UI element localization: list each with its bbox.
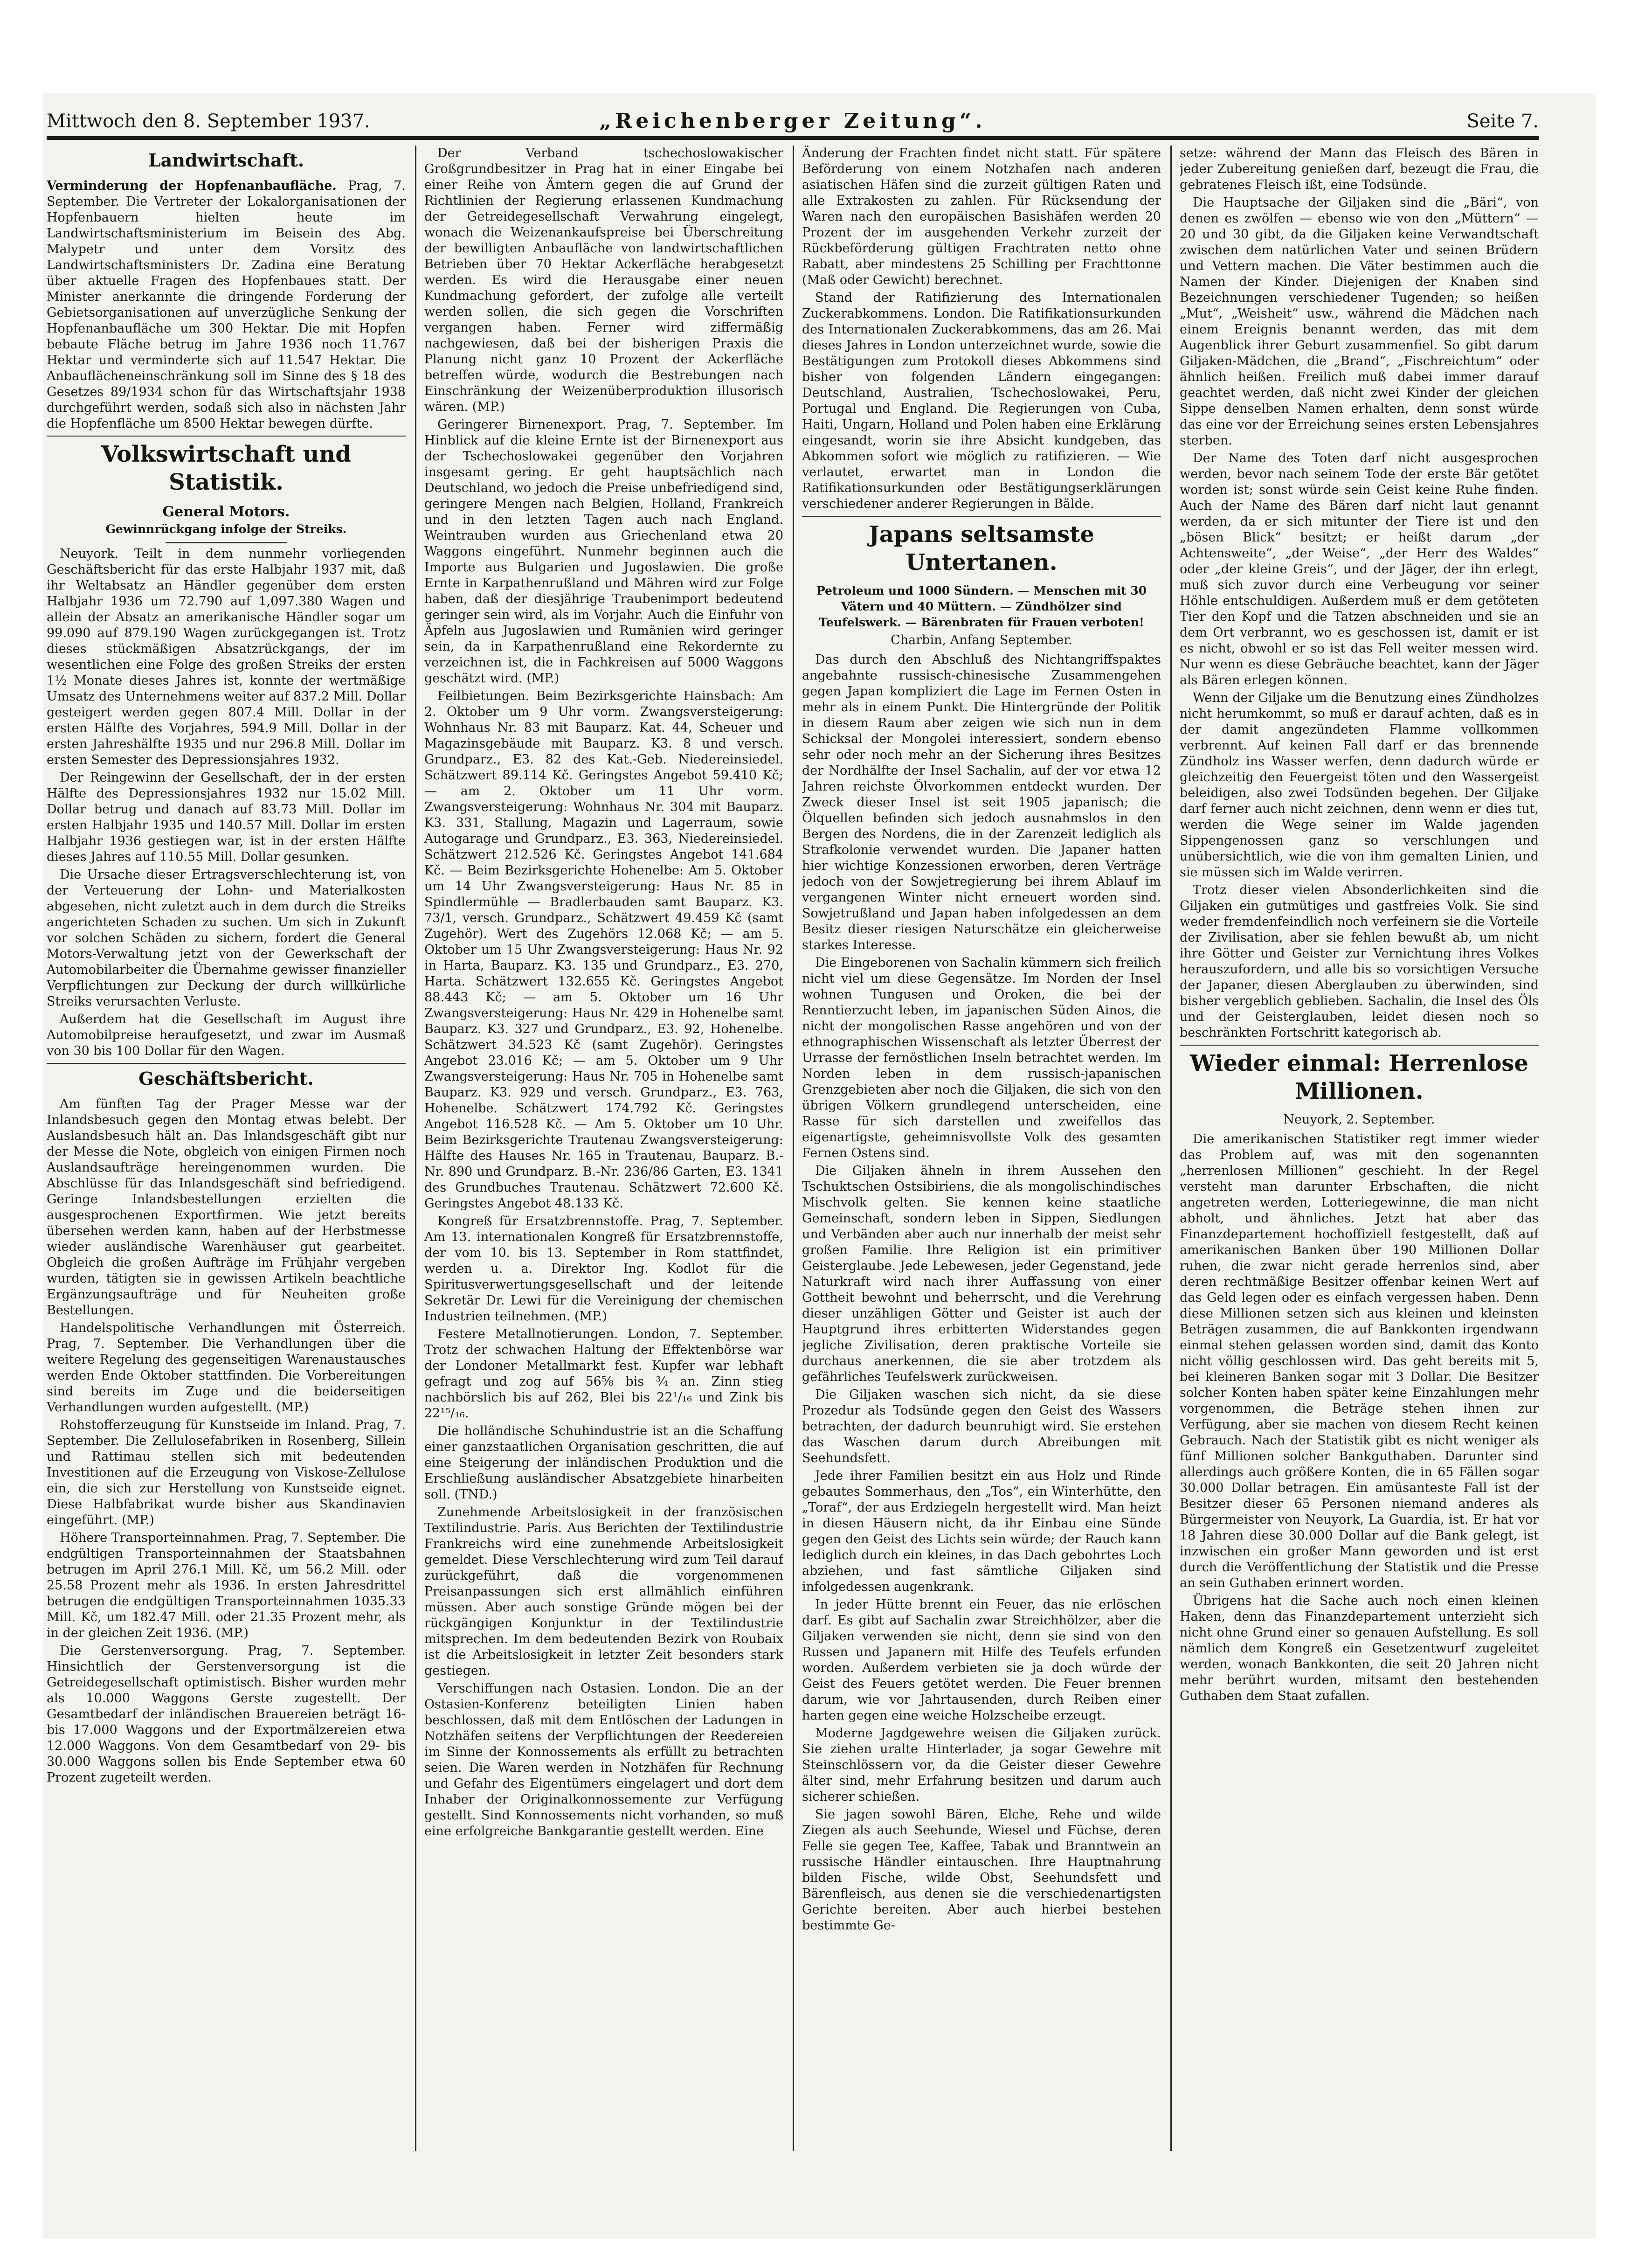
- article-paragraph: Trotz dieser vielen Absonderlichkeiten sind die Giljaken ein gutmütiges und gastfreies Volk. Sie sind weder fremdenfeindlich noch verfeinern sie die Vorteile der Zivilisation, aber sie fehlen bewußt ab, um nicht ihre Götter und Geister zur Vernichtung ihres Volkes herauszufordern, und alle bis so vorsichtigen Versuche der Japaner, diesen Aberglauben zu überwinden, sind bisher vergeblich geblieben. Sachalin, die Insel des Öls und der Geisterglauben, leidet diesen noch so beschränkten Fortschritt kategorisch ab.: [1180, 883, 1539, 1040]
- article-paragraph: Der Verband tschechoslowakischer Großgrundbesitzer in Prag hat in einer Eingabe bei einer Reihe von Ämtern gegen die auf Grund der Richtlinien der Regierung erlassenen Kundmachung der Getreidegesellschaft Verwahrung eingelegt, wonach die Weizenankaufspreise bei Überschreitung der bewilligten Anbaufläche von landwirtschaftlichen Betrieben über 70 Hektar Ackerfläche herabgesetzt werden. Es wird die Herausgabe einer neuen Kundmachung gefordert, der zufolge alle verteilt werden sollen, die sich gegen die Vorschriften vergangen haben. Ferner wird ziffermäßig nachgewiesen, daß bei der bisherigen Praxis die Planung nicht ganz 10 Prozent der Ackerfläche betreffen würde, wodurch die Bestrebungen nach Einschränkung der Weizenüberproduktion illusorisch wären. (MP.): [424, 146, 783, 414]
- article-title-herrenlose-millionen: Wieder einmal: Herrenlose Millionen.: [1190, 1050, 1528, 1104]
- article-paragraph: Der Reingewinn der Gesellschaft, der in der ersten Hälfte des Depressionsjahres 1932 nur 15.02 Mill. Dollar betrug und danach auf 83.73 Mill. Dollar im ersten Halbjahr 1935 und 140.57 Mill. Dollar im ersten Halbjahr 1936 gestiegen war, ist in der ersten Hälfte dieses Jahres auf 110.55 Mill. Dollar gesunken.: [47, 770, 406, 864]
- article-paragraph: Handelspolitische Verhandlungen mit Österreich. Prag, 7. September. Die Verhandlungen über die weitere Regelung des gegenseitigen Warenaustausches werden Ende Oktober stattfinden. Die Vorbereitungen sind bereits im Zuge und die beiderseitigen Verhandlungen wurden aufgestellt. (MP.): [47, 1321, 406, 1415]
- article-paragraph: Rohstofferzeugung für Kunstseide im Inland. Prag, 7. September. Die Zellulosefabriken in Rosenberg, Sillein und Rattimau stellen sich mit bedeutenden Investitionen auf die Erzeugung von Viskose-Zellulose ein, die sich zur Herstellung von Kunstseide eignet. Diese Halbfabrikat wurde bisher aus Skandinavien eingeführt. (MP.): [47, 1418, 406, 1527]
- article-paragraph: Feilbietungen. Beim Bezirksgerichte Hainsbach: Am 2. Oktober um 9 Uhr vorm. Zwangsversteigerung: Wohnhaus Nr. 83 mit Bauparz. Kat. 44, Scheuer und Magazinsgebäude mit Bauparz. K3. 8 und versch. Grundparz., E3. 82 des Kat.-Geb. Niedereinsiedel. Schätzwert 89.114 Kč. Geringstes Angebot 59.410 Kč; — am 2. Oktober um 11 Uhr vorm. Zwangsversteigerung: Wohnhaus Nr. 304 mit Bauparz. K3. 331, Stallung, Magazin und Lagerraum, sowie Autogarage und Grundparz., E3. 363, Niedereinsiedel. Schätzwert 212.526 Kč. Geringstes Angebot 141.684 Kč. — Beim Bezirksgerichte Hohenelbe: Am 5. Oktober um 14 Uhr Zwangsversteigerung: Haus Nr. 85 in Spindlermühle — Bradlerbauden samt Bauparz. K3. 73/1, versch. Grundparz., Schätzwert 49.459 Kč (samt Zugehör). Wert des Zugehörs 12.068 Kč; — am 5. Oktober um 15 Uhr Zwangsversteigerung: Haus Nr. 92 in Harta, Bauparz. K3. 135 und Grundparz., E3. 270, Harta. Schätzwert 132.655 Kč. Geringstes Angebot 88.443 Kč; — am 5. Oktober um 16 Uhr Zwangsversteigerung: Haus Nr. 429 in Hohenelbe samt Bauparz. K3. 327 und Grundparz., E3. 92, Hohenelbe. Schätzwert 34.523 Kč (samt Zugehör). Geringstes Angebot 23.016 Kč; — am 5. Oktober um 9 Uhr Zwangsversteigerung: Haus Nr. 705 in Hohenelbe samt Bauparz. K3. 929 und versch. Grundparz., E3. 763, Hohenelbe. Schätzwert 174.792 Kč. Geringstes Angebot 116.528 Kč. — Am 5. Oktober um 10 Uhr. Beim Bezirksgerichte Trautenau Zwangsversteigerung: Hälfte des Hauses Nr. 165 in Trautenau, Bauparz. B.-Nr. 890 und Grundparz. B.-Nr. 236/86 Garten, E3. 1341 des Grundbuches Trautenau. Schätzwert 72.600 Kč. Geringstes Angebot 48.133 Kč.: [424, 689, 783, 1211]
- article-paragraph: Stand der Ratifizierung des Internationalen Zuckerabkommens. London. Die Ratifikationsurkunden des Internationalen Zuckerabkommens, das am 26. Mai dieses Jahres in London unterzeichnet wurde, sowie die Bestätigungen zum Protokoll dieses Abkommens sind bisher von folgenden Ländern eingegangen: Deutschland, Australien, Tschechoslowakei, Peru, Portugal und England. Die Regierungen von Cuba, Haiti, Ungarn, Holland und Polen haben eine Erklärung eingesandt, worin sie ihre Absicht kundgeben, das Abkommen sofort wie möglich zu ratifizieren. — Wie verlautet, erwartet man in London die Ratifikationsurkunden oder Bestätigungserklärungen verschiedener anderer Regierungen in Bälde.: [802, 291, 1161, 511]
- section-heading: [47, 440, 406, 496]
- article-paragraph: Zunehmende Arbeitslosigkeit in der französischen Textilindustrie. Paris. Aus Berichten der Textilindustrie Frankreichs wird eine zunehmende Arbeitslosigkeit gemeldet. Diese Verschlechterung wird zum Teil darauf zurückgeführt, daß die vorgenommenen Preisanpassungen sich erst allmählich einführen müssen. Aber auch sonstige Gründe mögen bei der rückgängigen Konjunktur in der Textilindustrie mitsprechen. Im dem bedeutenden Bezirk von Roubaix ist die Arbeitslosigkeit in letzter Zeit besonders stark gestiegen.: [424, 1505, 783, 1678]
- article-paragraph: Die Gerstenversorgung. Prag, 7. September. Hinsichtlich der Gerstenversorgung ist die Getreidegesellschaft optimistisch. Bisher wurden mehr als 10.000 Waggons Gerste zugestellt. Der Gesamtbedarf der inländischen Brauereien beträgt 16- bis 17.000 Waggons und der Exportmälzereien etwa 12.000 Waggons. Von dem Gesamtbedarf von 29- bis 30.000 Waggons sollen bis Ende September etwa 60 Prozent zugeteilt werden.: [47, 1644, 406, 1785]
- dateline: Neuyork, 2. September.: [1283, 1112, 1435, 1127]
- article-paragraph: Geringerer Birnenexport. Prag, 7. September. Im Hinblick auf die kleine Ernte ist der Birnenexport aus der Tschechoslowakei gegenüber den Vorjahren insgesamt gering. Er geht hauptsächlich nach Deutschland, wo jedoch die Preise unbefriedigend sind, geringere Mengen nach Belgien, Holland, Frankreich und in den letzten Tagen auch nach England. Weintrauben wurden aus Griechenland etwa 20 Waggons eingeführt. Nunmehr beginnen auch die Importe aus Bulgarien und Jugoslawien. Die große Ernte in Karpathenrußland und Mähren wird zur Folge haben, daß der diesjährige Traubenimport bedeutend geringer sein wird, als im Vorjahr. Auch die Einfuhr von Äpfeln aus Jugoslawien und Rumänien wird geringer sein, da in Karpathenrußland eine Rekordernte zu verzeichnen ist, die in Fachkreisen auf 5000 Waggons geschätzt wird. (MP.): [424, 417, 783, 686]
- article-title-general-motors: General Motors.: [162, 504, 290, 520]
- section-heading: [1180, 1049, 1539, 1105]
- divider: [166, 542, 287, 543]
- section-title-geschaeftsbericht: Geschäftsbericht.: [138, 1068, 314, 1089]
- divider: [47, 436, 406, 437]
- masthead-rule: [47, 136, 1539, 140]
- section-title-landwirtschaft: Landwirtschaft.: [148, 150, 304, 171]
- article-title-japan: Japans seltsamste Untertanen.: [869, 521, 1094, 576]
- article-hopfen: [47, 178, 406, 432]
- article-paragraph: Das durch den Abschluß des Nichtangriffspaktes angebahnte russisch-chinesische Zusammengehen gegen Japan kompliziert die Lage im Fernen Osten in mehr als in einem Punkt. Die Hintergründe der Politik in diesem Raum aber zeigen wie sich nun in dem Schicksal der Mongolei interessiert, sondern ebenso sehr oder noch mehr an der Sicherung ihres Besitzes der Nordhälfte der Insel Sachalin, auf der vor etwa 12 Jahren reichste Ölvorkommen entdeckt wurden. Der Zweck dieser Insel ist seit 1905 japanisch; die Ölquellen befinden sich jedoch ausnahmslos in den Bergen des Nordens, die in der Zarenzeit lediglich als Strafkolonie verwendet wurden. Die Japaner hatten hier wichtige Konzessionen erworben, deren Verträge jedoch von der Sowjetregierung bei ihrem Ablauf im vergangenen Winter nicht erneuert worden sind. Sowjetrußland und Japan haben infolgedessen an dem Besitz dieser riesigen Naturschätze ein gleicherweise starkes Interesse.: [802, 652, 1161, 952]
- article-paragraph: Außerdem hat die Gesellschaft im August ihre Automobilpreise heraufgesetzt, und zwar im Ausmaß von 30 bis 100 Dollar für den Wagen.: [47, 1012, 406, 1058]
- article-paragraph: setze: während der Mann das Fleisch des Bären in jeder Zubereitung genießen darf, bezeugt die Frau, die gebratenes Fleisch ißt, eine Todsünde.: [1180, 146, 1539, 192]
- column-1: [47, 146, 406, 2151]
- column-divider: [793, 146, 794, 2151]
- article-paragraph: Höhere Transporteinnahmen. Prag, 7. September. Die endgültigen Transporteinnahmen der Staatsbahnen betrugen im April 276.1 Mill. Kč, um 56.2 Mill. oder 25.58 Prozent mehr als 1936. In ersten Jahresdrittel betrugen die endgültigen Transporteinnahmen 1035.33 Mill. Kč, um 182.47 Mill. oder 21.35 Prozent mehr, als in der gleichen Zeit 1936. (MP.): [47, 1531, 406, 1640]
- section-heading: [47, 149, 406, 172]
- page-number: Seite 7.: [1466, 111, 1539, 132]
- article-paragraph: Jede ihrer Familien besitzt ein aus Holz und Rinde gebautes Sommerhaus, den „Tos“, ein Winterhütte, den „Toraf“, der aus Erdziegeln hergestellt wird. Man heizt in diesen Häusern nicht, da ihr Einbau eine Sünde gegen den Geist des Lichts sein würde; der Rauch kann lediglich durch ein kleines, in das Dach gebohrtes Loch abziehen, und fast sämtliche Giljaken sind infolgedessen augenkrank.: [802, 1469, 1161, 1594]
- article-paragraph: Der Name des Toten darf nicht ausgesprochen werden, bevor nach seinem Tode der erste Bär getötet worden ist; sonst würde sein Geist keine Ruhe finden. Auch der Name des Bären darf nicht laut genannt werden, da er sich mitunter der Tiere ist und den „bösen Blick“ besitzt; er heißt darum „der Achtensweite“, „der Weise“, „der Herr des Waldes“ oder „der kleine Greis“, und der Jäger, der ihn erlegt, muß sich zuvor durch eine Verbeugung vor seiner Höhle entschuldigen. Außerdem muß er dem getöteten Tier den Kopf und die Tatzen abschneiden und sie an dem Ort verbrannt, wo es geschossen ist, damit er ist es nicht, obwohl er so ist das Fell weiter messen wird. Nur wenn es diese Gebräuche beachtet, kann der Jäger als Bären erlegen können.: [1180, 451, 1539, 687]
- article-paragraph: Übrigens hat die Sache auch noch einen kleinen Haken, denn das Finanzdepartement unterzieht sich nicht ohne Grund einer so genauen Aufstellung. Es soll nämlich dem Kongreß ein Gesetzentwurf zugeleitet werden, wonach Bankkonten, die seit 20 Jahren nicht mehr berührt wurden, mitsamt den bestehenden Guthaben dem Staat zufallen.: [1180, 1594, 1539, 1703]
- article-subtitle: Petroleum und 1000 Sündern. — Menschen mit 30 Vätern und 40 Müttern. — Zündhölzer sind Teufelswerk. — Bärenbraten für Frauen verboten!: [816, 584, 1147, 629]
- issue-date: Mittwoch den 8. September 1937.: [47, 111, 370, 132]
- article-paragraph: Die amerikanischen Statistiker regt immer wieder das Problem auf, was mit den sogenannten „herrenlosen Millionen“ geschieht. In der Regel versteht man darunter Erbschaften, die nicht angetreten werden, Lotteriegewinne, die man nicht abholt, und ähnliches. Jetzt hat aber das Finanzdepartement hochoffiziell festgestellt, daß auf amerikanischen Banken über 190 Millionen Dollar ruhen, die zwar nicht gerade herrenlos sind, aber deren rechtmäßige Besitzer offenbar keinen Wert auf das Geld legen oder es einfach vergessen haben. Denn diese Millionen setzen sich aus kleinen und kleinsten Beträgen zusammen, die auf Bankkonten irgendwann einmal stehen gelassen worden sind, damit das Konto nicht völlig geschlossen wird. Das geht bereits mit 5, bei kleineren Banken sogar mit 3 Dollar. Die Besitzer solcher Konten haben später keine Einzahlungen mehr vorgenommen, die Beträge stehen ihnen zur Verfügung, aber sie machen von diesem Recht keinen Gebrauch. Nach der Statistik gibt es nicht weniger als fünf Millionen solcher Bankguthaben. Darunter sind allerdings auch größere Konten, die in 65 Fällen sogar 30.000 Dollar betragen. Ein amüsanteste Fall ist der Besitzer dieser 65 Personen niemand anderes als Bürgermeister von Neuyork, La Guardia, ist. Er hat vor 18 Jahren diese 30.000 Dollar auf die Bank gelegt, ist inzwischen ein großer Mann geworden und ist erst durch die Veröffentlichung der Statistik und die Presse an sein Guthaben erinnert worden.: [1180, 1132, 1539, 1590]
- article-paragraph: Die holländische Schuhindustrie ist an die Schaffung einer ganzstaatlichen Organisation geschritten, die auf eine Steigerung der inländischen Produktion und die Erschließung ausländischer Absatzgebiete hinarbeiten soll. (TND.): [424, 1424, 783, 1502]
- section-heading: [802, 520, 1161, 576]
- masthead: [47, 107, 1539, 135]
- article-paragraph: Verschiffungen nach Ostasien. London. Die an der Ostasien-Konferenz beteiligten Linien haben beschlossen, daß mit dem Entlöschen der Ladungen in Notzhäfen seitens der Verpflichtungen der Reedereien im Sinne der Konnossements als erfüllt zu betrachten seien. Die Waren werden in Notzhäfen für Rechnung und Gefahr des Eigentümers eingelagert und dort dem Inhaber der Originalkonnossemente zur Verfügung gestellt. Sind Konnossements nicht vorhanden, so muß eine erfolgreiche Bankgarantie gestellt werden. Eine: [424, 1681, 783, 1838]
- article-paragraph: In jeder Hütte brennt ein Feuer, das nie erlöschen darf. Es gibt auf Sachalin zwar Streichhölzer, aber die Giljaken verwenden sie nicht, denn sie sind von den Russen und Japanern mit Hilfe des Teufels erfunden worden. Außerdem verbieten sie ja doch würde der Geist des Feuers getötet werden. Die Feuer brennen darum, wie vor Jahrtausenden, durch Reiben einer harten gegen eine weiche Holzscheibe erzeugt.: [802, 1597, 1161, 1723]
- dateline: Charbin, Anfang September.: [891, 633, 1072, 647]
- article-lead: Verminderung der Hopfenanbaufläche.: [47, 179, 337, 193]
- article-paragraph: Die Eingeborenen von Sachalin kümmern sich freilich nicht viel um diese Gegensätze. Im Norden der Insel wohnen Tungusen und Oroken, die bei der Renntierzucht leben, im japanischen Süden Ainos, die nicht der mongolischen Rasse angehören und von der ethnographischen Wissenschaft als letzter Überrest der Urrasse der fernöstlichen Inseln betrachtet werden. Im Norden leben in dem russisch-japanischen Grenzgebieten aber noch die Giljaken, die sich von den übrigen Völkern grundlegend unterscheiden, eine Rasse für sich darstellen und zweifellos das eigenartigste, geheimnisvollste Volk des gesamten Fernen Ostens sind.: [802, 956, 1161, 1160]
- section-title-volkswirtschaft: Volkswirtschaft und Statistik.: [101, 441, 351, 495]
- article-paragraph: Änderung der Frachten findet nicht statt. Für spätere Beförderung von einem Notzhafen nach anderen asiatischen Häfen sind die zurzeit gültigen Raten und alle Extrakosten zu zahlen. Für Rücksendung der Waren nach den europäischen Basishäfen werden 20 Prozent der im ausgehenden Verkehr zurzeit der Rückbeförderung gültigen Frachtraten netto ohne Rabatt, aber mindestens 25 Schilling per Frachttonne (Maß oder Gewicht) berechnet.: [802, 146, 1161, 287]
- article-paragraph: Am fünften Tag der Prager Messe war der Inlandsbesuch gegen den Montag etwas belebt. Der Auslandsbesuch hält an. Das Inlandsgeschäft gibt nur der Messe die Note, obgleich von einigen Firmen noch Auslandsaufträge hereingenommen wurden. Die Abschlüsse für das Inlandsgeschäft sind befriedigend. Geringe Inlandsbestellungen erzielten die ausgesprochenen Exportfirmen. Wie jetzt bereits übersehen werden kann, haben auf der Herbstmesse wieder ausländische Warenhäuser gut gearbeitet. Obgleich die großen Aufträge im Frühjahr vergeben wurden, tätigten sie in gewissen Artikeln beachtliche Ergänzungsaufträge und für Neuheiten große Bestellungen.: [47, 1097, 406, 1318]
- article-paragraph: Die Giljaken waschen sich nicht, da sie diese Prozedur als Todsünde gegen den Geist des Wassers betrachten, der dadurch beunruhigt wird. Sie erstehen das Waschen darum durch Abreibungen mit Seehundsfett.: [802, 1387, 1161, 1465]
- newspaper-title: „Reichenberger Zeitung“.: [599, 109, 986, 133]
- article-paragraph: Die Giljaken ähneln in ihrem Aussehen den Tschuktschen Ostsibiriens, die als mongolischindisches Mischvolk gelten. Sie kennen keine staatliche Gemeinschaft, sondern leben in Sippen, Siedlungen und Verbänden aber auch nur innerhalb der meist sehr großen Familie. Ihre Religion ist ein primitiver Geisterglaube. Jede Lebewesen, jeder Gegenstand, jede Naturkraft wird nach ihrer Auffassung von einer Gottheit bewohnt und beherrscht, und die Verehrung dieser unzähligen Götter und Geister ist auch der Hauptgrund ihres erbitterten Widerstandes gegen jegliche Zivilisation, deren praktische Vorteile sie durchaus anerkennen, die sie aber trotzdem als gefährliches Teufelswerk zurückweisen.: [802, 1164, 1161, 1384]
- article-paragraph: Wenn der Giljake um die Benutzung eines Zündholzes nicht herumkommt, so muß er darauf achten, daß es in der damit angezündeten Flamme vollkommen verbrennt. Auf keinen Fall darf er das brennende Zündholz ins Wasser werfen, denn dadurch würde er gleichzeitig den Feuergeist töten und den Wassergeist beleidigen, also zwei Todsünden begehen. Der Giljake darf ferner auch nicht zeichnen, denn wenn er dies tut, werden die Wege seiner im Walde jagenden Sippengenossen ganz so verschlungen und unübersichtlich, wie die von ihm gemalten Linien, und sie müssen sich im Walde verirren.: [1180, 691, 1539, 880]
- section-heading: [47, 1068, 406, 1090]
- column-3: [802, 146, 1161, 2151]
- divider: [802, 516, 1161, 517]
- columns: [47, 146, 1539, 2151]
- column-4: [1180, 146, 1539, 2151]
- article-paragraph: Festere Metallnotierungen. London, 7. September. Trotz der schwachen Haltung der Effektenbörse war der Londoner Metallmarkt fest. Kupfer war lebhaft gefragt und zog auf 56⅝ bis ¾ an. Zinn stieg nachbörslich bis auf 262, Blei bis 22¹/₁₆ und Zink bis 22¹⁵/₁₆.: [424, 1327, 783, 1421]
- article-paragraph: Neuyork. Teilt in dem nunmehr vorliegenden Geschäftsbericht für das erste Halbjahr 1937 mit, daß ihr Weltabsatz an Händler gegenüber dem ersten Halbjahr 1936 um 72.790 auf 1,097.380 Wagen und allein der Absatz an amerikanische Händler sogar um 99.090 auf 879.190 Wagen zurückgegangen ist. Trotz dieses stückmäßigen Absatzrückgangs, der im wesentlichen eine Folge des großen Streiks der ersten 1½ Monate dieses Jahres ist, konnte der wertmäßige Umsatz des Unternehmens weiter auf 837.2 Mill. Dollar gesteigert werden gegen 807.4 Mill. Dollar in der ersten Hälfte des Vorjahres, 594.9 Mill. Dollar in der ersten Jahreshälfte 1935 und nur 296.8 Mill. Dollar im ersten Semester des Depressionsjahres 1932.: [47, 547, 406, 767]
- column-divider: [1170, 146, 1172, 2151]
- article-paragraph: Kongreß für Ersatzbrennstoffe. Prag, 7. September. Am 13. internationalen Kongreß für Ersatzbrennstoffe, der vom 10. bis 13. September in Rom stattfindet, werden u. a. Direktor Ing. Kodlot für die Spiritusverwertungsgesellschaft und der leitende Sekretär Dr. Lewi für die Vereinigung der chemischen Industrien teilnehmen. (MP.): [424, 1214, 783, 1324]
- divider: [1180, 1045, 1539, 1046]
- article-paragraph: Die Ursache dieser Ertragsverschlechterung ist, von der Verteuerung der Lohn- und Materialkosten abgesehen, nicht zuletzt auch in dem durch die Streiks angerichteten Schaden zu suchen. Um sich in Zukunft vor solchen Schäden zu sichern, fordert die General Motors-Verwaltung jetzt von der Gewerkschaft der Automobilarbeiter die Übernahme gewisser finanzieller Verpflichtungen zur Deckung der durch willkürliche Streiks verursachten Verluste.: [47, 867, 406, 1009]
- article-paragraph: Moderne Jagdgewehre weisen die Giljaken zurück. Sie ziehen uralte Hinterlader, ja sogar Gewehre mit Steinschlössern vor, da die Geister dieser Gewehre älter sind, mehr Erfahrung besitzen und darum auch sicherer schießen.: [802, 1726, 1161, 1804]
- article-paragraph: Die Hauptsache der Giljaken sind die „Bäri“, von denen es zwölfen — ebenso wie von den „Müttern“ — 20 und 30 gibt, da die Giljaken keine Verwandtschaft zwischen dem natürlichen Vater und seinen Brüdern und Vettern machen. Die Väter bestimmen auch die Namen der Kinder. Diejenigen der Knaben sind Bezeichnungen verschiedener Tugenden; so heißen „Mut“, „Weisheit“ usw., während die Mädchen nach einem Ereignis benannt werden, das mit dem Augenblick ihrer Geburt zusammenfiel. So gibt darum Giljaken-Mädchen, die „Brand“, „Fischreichtum“ oder ähnlich heißen. Freilich muß dabei immer darauf geachtet werden, daß nicht zwei Kinder der gleichen Sippe denselben Namen erhalten, denn sonst würde das eine vor der Erreichung seines ersten Lebensjahres sterben.: [1180, 195, 1539, 448]
- divider: [47, 1063, 406, 1064]
- column-2: [424, 146, 783, 2151]
- article-body: Prag, 7. September. Die Vertreter der Lokalorganisationen der Hopfenbauern hielten heute im Landwirtschaftsministerium im Beisein des Abg. Malypetr und unter dem Vorsitz des Landwirtschaftsministers Dr. Zadina eine Beratung über aktuelle Fragen des Hopfenbaues statt. Der Minister anerkannte die dringende Forderung der Gebietsorganisationen auf unverzügliche Senkung der Hopfenanbaufläche um 300 Hektar. Die mit Hopfen bebaute Fläche betrug im Jahre 1936 noch 11.767 Hektar und verminderte sich auf 11.547 Hektar. Die Anbauflächeneinschränkung soll im Sinne des § 18 des Gesetzes 89/1934 schon für das Wirtschaftsjahr 1938 durchgeführt werden, sodaß sich also in nächsten Jahr die Hopfenfläche um 8500 Hektar bewegen dürfte.: [47, 179, 406, 431]
- article-subtitle: Gewinnrückgang infolge der Streiks.: [105, 522, 347, 536]
- article-paragraph: Sie jagen sowohl Bären, Elche, Rehe und wilde Ziegen als auch Seehunde, Wiesel und Füchse, deren Felle sie gegen Tee, Kaffee, Tabak und Branntwein an russische Händler eintauschen. Ihre Hauptnahrung bilden Fische, wilde Obst, Seehundsfett und Bärenfleisch, aus denen sie die verschiedenartigsten Gerichte bereiten. Aber auch hierbei bestehen bestimmte Ge-: [802, 1807, 1161, 1933]
- column-divider: [415, 146, 416, 2151]
